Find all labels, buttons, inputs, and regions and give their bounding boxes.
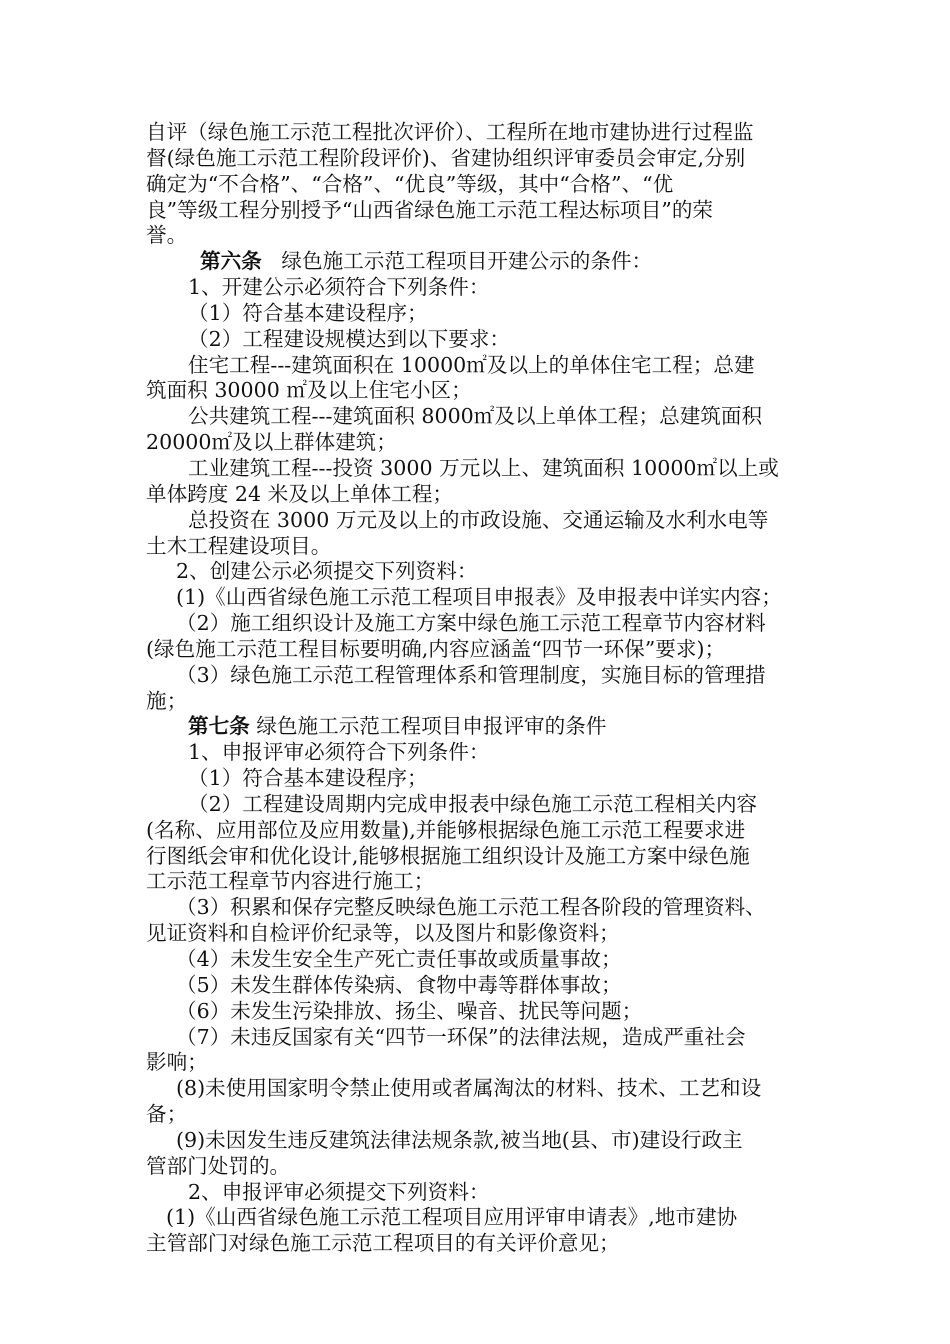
line-text: 住宅工程---建筑面积在 10000㎡及以上的单体住宅工程；总建 [188,352,755,377]
line-text: 确定为“不合格”、“合格”、“优良”等级，其中“合格”、“优 [146,171,674,196]
text-line [146,637,818,663]
line-text: (1)《山西省绿色施工示范工程项目申报表》及申报表中详实内容； [176,585,782,610]
line-text: 见证资料和自检评价纪录等，以及图片和影像资料； [146,921,620,946]
line-text: 绿色施工示范工程项目申报评审的条件 [249,714,607,739]
text-line [146,378,818,404]
line-text: 管部门处罚的。 [146,1153,291,1178]
line-text: 总投资在 3000 万元及以上的市政设施、交通运输及水利水电等 [188,507,769,532]
text-line [146,198,818,224]
line-text: (8)未使用国家明令禁止使用或者属淘汰的材料、技术、工艺和设 [176,1076,762,1101]
text-line [146,1076,818,1102]
line-text: （2）工程建设周期内完成申报表中绿色施工示范工程相关内容 [188,791,758,816]
line-text: 2、创建公示必须提交下列资料： [176,559,478,584]
line-text: 工业建筑工程---投资 3000 万元以上、建筑面积 10000㎡以上或 [188,455,779,480]
text-line [146,1205,818,1231]
text-line [146,585,818,611]
line-text: (1)《山西省绿色施工示范工程项目应用评审申请表》,地市建协 [166,1205,738,1230]
text-line [146,1025,818,1051]
text-line [146,999,818,1025]
article-heading: 第七条 [188,714,250,739]
line-text: 1、开建公示必须符合下列条件： [188,275,490,300]
line-text: 单体跨度 24 米及以上单体工程； [146,481,454,506]
line-text: 施； [146,688,188,713]
text-line [146,223,818,249]
line-text: 影响； [146,1050,208,1075]
text-line [146,482,818,508]
text-line [146,740,818,766]
text-line [146,1180,818,1206]
text-line [146,559,818,585]
text-line [146,611,818,637]
text-line [146,353,818,379]
text-line [146,869,818,895]
line-text: 20000㎡及以上群体建筑； [146,430,397,455]
line-text: 自评（绿色施工示范工程批次评价）、工程所在地市建协进行过程监 [146,120,754,144]
text-line [146,1050,818,1076]
text-line [146,1154,818,1180]
line-text: 公共建筑工程---建筑面积 8000㎡及以上单体工程；总建筑面积 [188,404,763,429]
text-line [146,1102,818,1128]
line-text: (9)未因发生违反建筑法律法规条款,被当地(县、市)建设行政主 [176,1127,743,1152]
line-text: 绿色施工示范工程项目开建公示的条件： [261,249,653,274]
line-text: （3）积累和保存完整反映绿色施工示范工程各阶段的管理资料、 [176,895,766,920]
text-line [146,844,818,870]
line-text: （1）符合基本建设程序； [188,766,428,791]
line-text: 2、申报评审必须提交下列资料： [188,1179,490,1204]
line-text: (绿色施工示范工程目标要明确,内容应涵盖“四节一环保”要求)； [146,636,726,661]
line-text: 工示范工程章节内容进行施工； [146,869,435,894]
text-line [146,120,818,146]
article-heading: 第六条 [200,249,262,274]
line-text: 督(绿色施工示范工程阶段评价)、省建协组织评审委员会审定,分别 [146,145,746,170]
text-line [146,973,818,999]
text-line [146,663,818,689]
text-line [146,249,818,275]
text-line [146,508,818,534]
text-line [146,792,818,818]
text-line [146,714,818,740]
text-line [146,689,818,715]
document-page [146,120,818,1257]
line-text: （2）施工组织设计及施工方案中绿色施工示范工程章节内容材料 [176,611,766,636]
line-text: 土木工程建设项目。 [146,533,332,558]
text-line [146,301,818,327]
text-line [146,456,818,482]
line-text: （7）未违反国家有关“四节一环保”的法律法规，造成严重社会 [176,1024,746,1049]
line-text: 1、申报评审必须符合下列条件： [188,740,490,765]
text-line [146,172,818,198]
text-line [146,895,818,921]
text-line [146,921,818,947]
text-line [146,430,818,456]
line-text: （5）未发生群体传染病、食物中毒等群体事故； [176,972,622,997]
line-text: （3）绿色施工示范工程管理体系和管理制度，实施目标的管理措 [176,662,766,687]
line-text: 备； [146,1102,188,1127]
line-text: （2）工程建设规模达到以下要求： [188,326,511,351]
line-text: 筑面积 30000 ㎡及以上住宅小区； [146,378,472,403]
line-text: 誉。 [146,223,188,248]
line-text: (名称、应用部位及应用数量),并能够根据绿色施工示范工程要求进 [146,817,746,842]
line-text: 主管部门对绿色施工示范工程项目的有关评价意见； [146,1231,620,1256]
text-line [146,1231,818,1257]
line-text: （6）未发生污染排放、扬尘、噪音、扰民等问题； [176,998,643,1023]
text-line [146,327,818,353]
text-line [146,1128,818,1154]
text-line [146,818,818,844]
line-text: （4）未发生安全生产死亡责任事故或质量事故； [176,947,622,971]
text-line [146,404,818,430]
line-text: （1）符合基本建设程序； [188,300,428,325]
text-line [146,947,818,973]
text-line [146,146,818,172]
text-line [146,275,818,301]
text-line [146,766,818,792]
line-text: 行图纸会审和优化设计,能够根据施工组织设计及施工方案中绿色施 [146,843,750,868]
line-text: 良”等级工程分别授予“山西省绿色施工示范工程达标项目”的荣 [146,197,714,222]
text-line [146,534,818,560]
